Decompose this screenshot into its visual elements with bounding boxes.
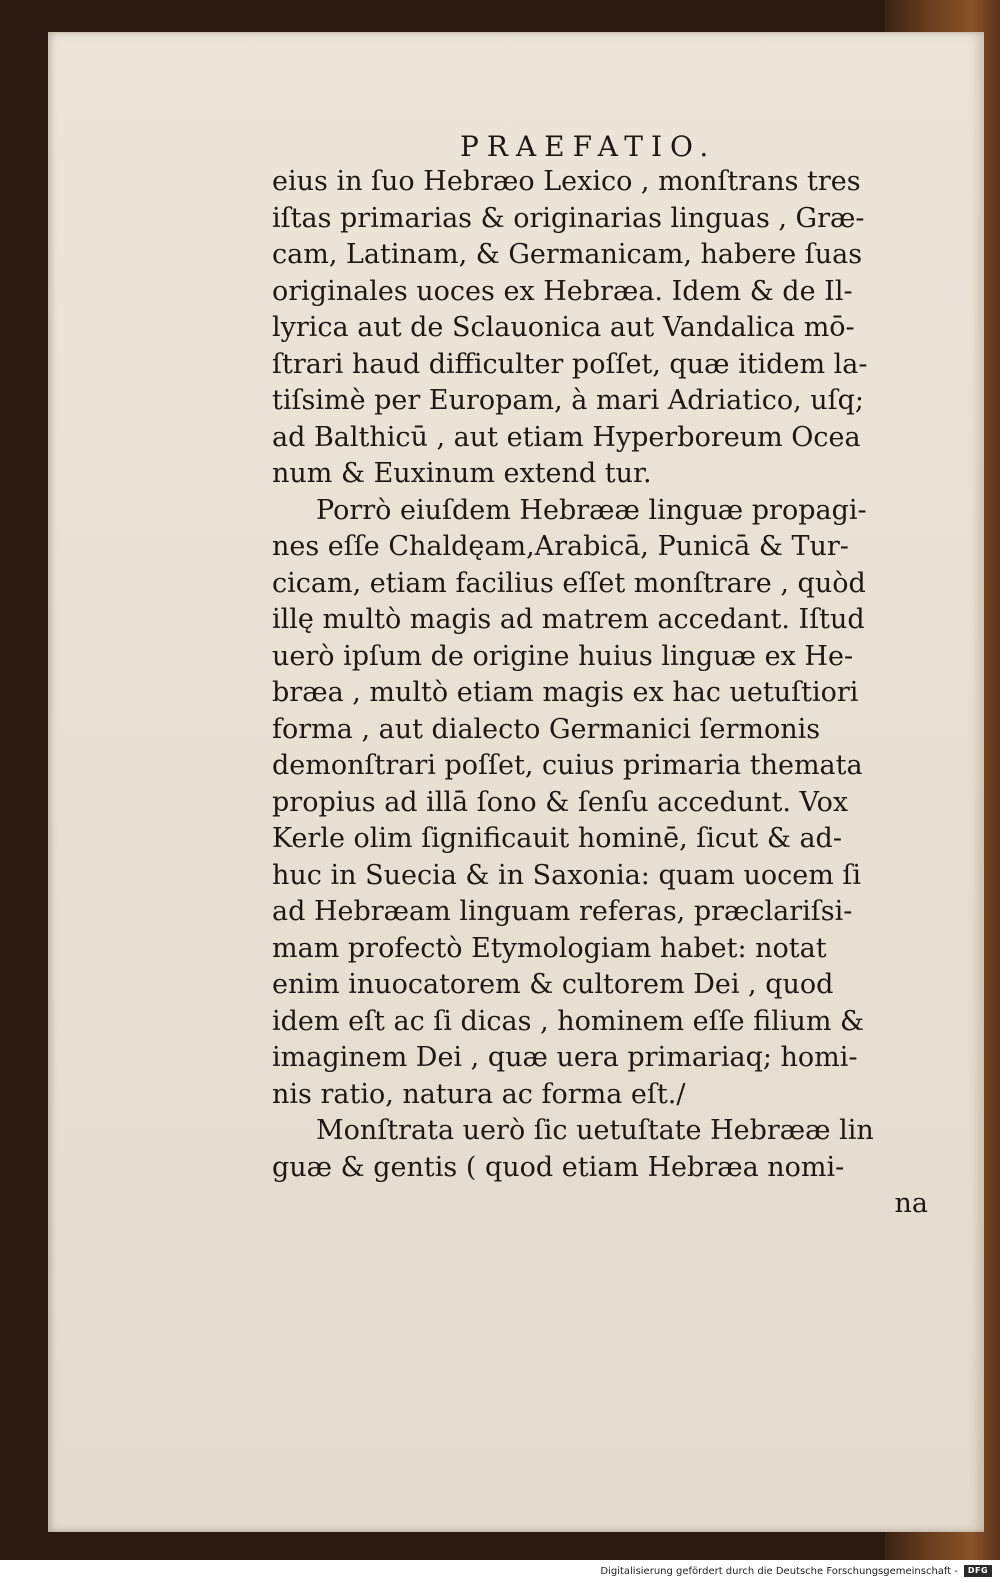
catchword: na bbox=[894, 1188, 928, 1219]
text-block bbox=[272, 164, 934, 1223]
text-line: iſtas primarias & originarias linguas , Græ- bbox=[272, 202, 865, 234]
text-line: lyrica aut de Sclauonica aut Vandalica mō- bbox=[272, 312, 855, 343]
text-line: mam profectò Etymologiam habet: notat bbox=[272, 932, 827, 964]
text-line: num & Euxinum extend tur. bbox=[272, 458, 652, 489]
digitization-credit: Digitalisierung gefördert durch die Deutsche Forschungsgemeinschaft - bbox=[600, 1566, 958, 1577]
text-line: originales uoces ex Hebræa. Idem & de Il- bbox=[272, 275, 853, 307]
text-line: Kerle olim ſignificauit hominē, ſicut & ad- bbox=[272, 823, 842, 854]
running-title: PRAEFATIO. bbox=[460, 130, 717, 163]
text-line: forma , aut dialecto Germanici ſermonis bbox=[272, 713, 821, 745]
text-line: ad Hebræam linguam referas, præclariſsi- bbox=[272, 896, 853, 927]
text-line: enim inuocatorem & cultorem Dei , quod bbox=[272, 969, 834, 1000]
text-line: huc in Suecia & in Saxonia: quam uocem ſi bbox=[272, 859, 862, 891]
text-line: uerò ipſum de origine huius linguæ ex He- bbox=[272, 640, 854, 672]
dfg-logo: DFG bbox=[964, 1565, 992, 1577]
text-line: illę multò magis ad matrem accedant. Iſtud bbox=[272, 604, 865, 635]
text-line: cicam, etiam facilius eſſet monſtrare , quòd bbox=[272, 567, 866, 599]
text-line: nis ratio, natura ac forma eſt./ bbox=[272, 1078, 686, 1110]
text-line: propius ad illā ſono & ſenſu accedunt. Vox bbox=[272, 786, 849, 818]
text-line: ſtrari haud difficulter poſſet, quæ itidem la- bbox=[272, 348, 868, 380]
text-line: tiſsimè per Europam, à mari Adriatico, uſq; bbox=[272, 385, 865, 416]
text-line: imaginem Dei , quæ uera primariaq; homi- bbox=[272, 1042, 858, 1073]
text-line: eius in ſuo Hebræo Lexico , monſtrans tres bbox=[272, 166, 861, 197]
text-line: bræa , multò etiam magis ex hac uetuſtiori bbox=[272, 677, 859, 708]
text-line: idem eſt ac ſi dicas , hominem eſſe filium & bbox=[272, 1005, 865, 1037]
text-line: Porrò eiuſdem Hebrææ linguæ propagi- bbox=[316, 494, 867, 526]
text-line: guæ & gentis ( quod etiam Hebræa nomi- bbox=[272, 1151, 845, 1183]
text-line: demonſtrari poſſet, cuius primaria themata bbox=[272, 750, 863, 781]
text-line: Monſtrata uerò ſic uetuſtate Hebrææ lin bbox=[316, 1115, 874, 1146]
text-line: ad Balthicū , aut etiam Hyperboreum Ocea bbox=[272, 421, 861, 453]
text-line: cam, Latinam, & Germanicam, habere ſuas bbox=[272, 239, 863, 270]
text-line: nes eſſe Chaldęam,Arabicā, Punicā & Tur- bbox=[272, 531, 849, 562]
